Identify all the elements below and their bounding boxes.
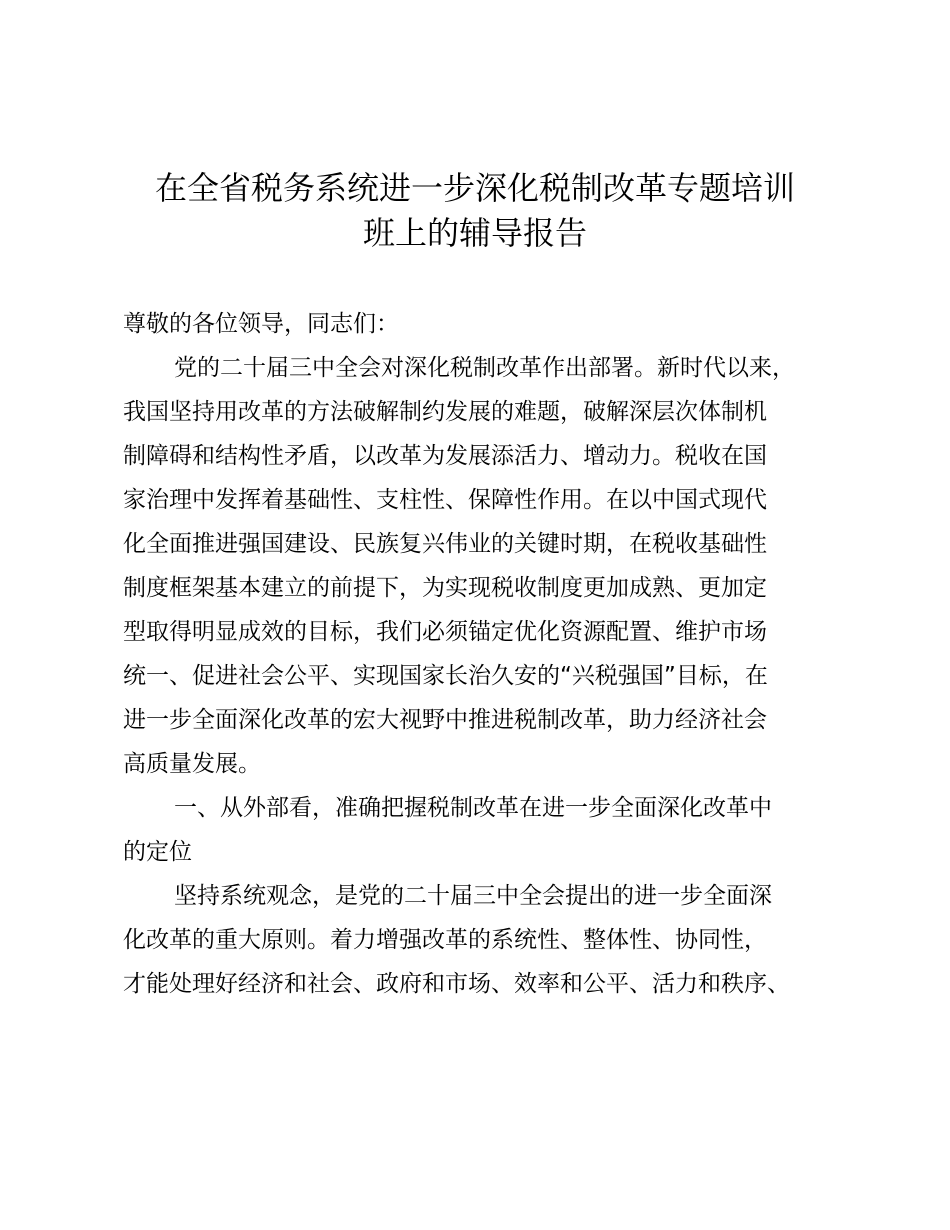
- section-heading-line: 一、从外部看，准确把握税制改革在进一步全面深化改革中: [174, 795, 772, 821]
- body-line: 党的二十届三中全会对深化税制改革作出部署。新时代以来，: [174, 355, 795, 381]
- body-line: 高质量发展。: [123, 751, 261, 777]
- body-line: 我国坚持用改革的方法破解制约发展的难题，破解深层次体制机: [123, 399, 767, 425]
- salutation: 尊敬的各位领导，同志们：: [123, 311, 399, 337]
- body-line: 化改革的重大原则。着力增强改革的系统性、整体性、协同性，: [123, 927, 767, 953]
- body-line: 制障碍和结构性矛盾，以改革为发展添活力、增动力。税收在国: [123, 443, 767, 469]
- document-title-line-1: 在全省税务系统进一步深化税制改革专题培训: [154, 169, 795, 207]
- body-line: 统一、促进社会公平、实现国家长治久安的“兴税强国”目标，在: [123, 663, 768, 689]
- body-line: 坚持系统观念，是党的二十届三中全会提出的进一步全面深: [174, 883, 772, 909]
- document-title-line-2: 班上的辅导报告: [362, 214, 587, 252]
- body-line: 化全面推进强国建设、民族复兴伟业的关键时期，在税收基础性: [123, 531, 767, 557]
- body-line: 才能处理好经济和社会、政府和市场、效率和公平、活力和秩序、: [123, 971, 790, 997]
- body-line: 进一步全面深化改革的宏大视野中推进税制改革，助力经济社会: [123, 707, 767, 733]
- section-heading-line: 的定位: [123, 839, 192, 865]
- body-line: 家治理中发挥着基础性、支柱性、保障性作用。在以中国式现代: [123, 487, 767, 513]
- body-line: 型取得明显成效的目标，我们必须锚定优化资源配置、维护市场: [123, 619, 767, 645]
- body-line: 制度框架基本建立的前提下，为实现税收制度更加成熟、更加定: [123, 575, 767, 601]
